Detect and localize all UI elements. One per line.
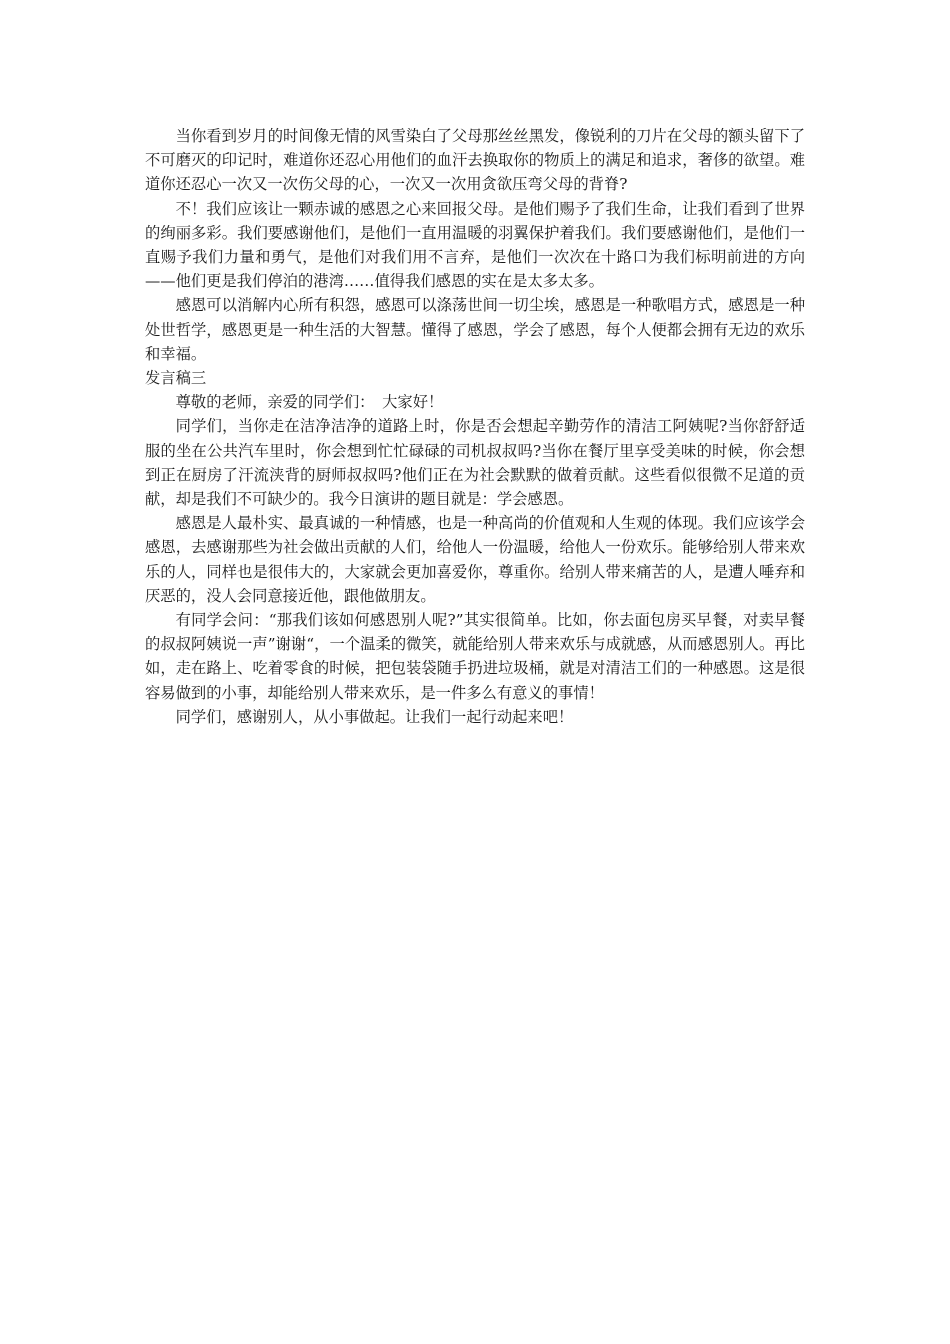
paragraph-gratitude-wisdom: 感恩可以消解内心所有积怨，感恩可以涤荡世间一切尘埃，感恩是一种歌唱方式，感恩是一种处世哲学，感恩更是一种生活的大智慧。懂得了感恩，学会了感恩，每个人便都会拥有无边的欢乐和幸福。 — [145, 296, 805, 363]
paragraph-workers: 同学们，当你走在洁净洁净的道路上时，你是否会想起辛勤劳作的清洁工阿姨呢?当你舒舒适服的坐在公共汽车里时，你会想到忙忙碌碌的司机叔叔吗?当你在餐厅里享受美味的时候，你会想到正在厨房了汗流浃背的厨师叔叔吗?他们正在为社会默默的做着贡献。这些看似很微不足道的贡献，却是我们不可缺少的。我今日演讲的题目就是：学会感恩。 — [145, 417, 805, 509]
paragraph-how-to-thank: 有同学会问：“那我们该如何感恩别人呢?”其实很简单。比如，你去面包房买早餐，对卖早餐的叔叔阿姨说一声”谢谢“，一个温柔的微笑，就能给别人带来欢乐与成就感，从而感恩别人。再比如，走在路上、吃着零食的时候，把包装袋随手扔进垃圾桶，就是对清洁工们的一种感恩。这是很容易做到的小事，却能给别人带来欢乐，是一件多么有意义的事情！ — [145, 611, 805, 702]
section-heading: 发言稿三 — [145, 369, 207, 388]
document-body — [145, 124, 805, 729]
paragraph-greeting: 尊敬的老师，亲爱的同学们： 大家好！ — [175, 393, 444, 412]
paragraph-repay-parents: 不！我们应该让一颗赤诚的感恩之心来回报父母。是他们赐予了我们生命，让我们看到了世界的绚丽多彩。我们要感谢他们，是他们一直用温暖的羽翼保护着我们。我们要感谢他们，是他们一直赐予我们力量和勇气，是他们对我们用不言弃，是他们一次次在十路口为我们标明前进的方向——他们更是我们停泊的港湾……值得我们感恩的实在是太多太多。 — [145, 199, 805, 291]
paragraph-parents-aging: 当你看到岁月的时间像无情的风雪染白了父母那丝丝黑发，像锐利的刀片在父母的额头留下了不可磨灭的印记时，难道你还忍心用他们的血汗去换取你的物质上的满足和追求，奢侈的欲望。难道你还忍心一次又一次伤父母的心，一次又一次用贪欲压弯父母的背脊? — [145, 127, 805, 194]
paragraph-closing: 同学们，感谢别人，从小事做起。让我们一起行动起来吧！ — [175, 707, 574, 726]
paragraph-gratitude-values: 感恩是人最朴实、最真诚的一种情感，也是一种高尚的价值观和人生观的体现。我们应该学会感恩，去感谢那些为社会做出贡献的人们，给他人一份温暖，给他人一份欢乐。能够给别人带来欢乐的人，同样也是很伟大的，大家就会更加喜爱你，尊重你。给别人带来痛苦的人，是遭人唾弃和厌恶的，没人会同意接近他，跟他做朋友。 — [145, 514, 805, 605]
